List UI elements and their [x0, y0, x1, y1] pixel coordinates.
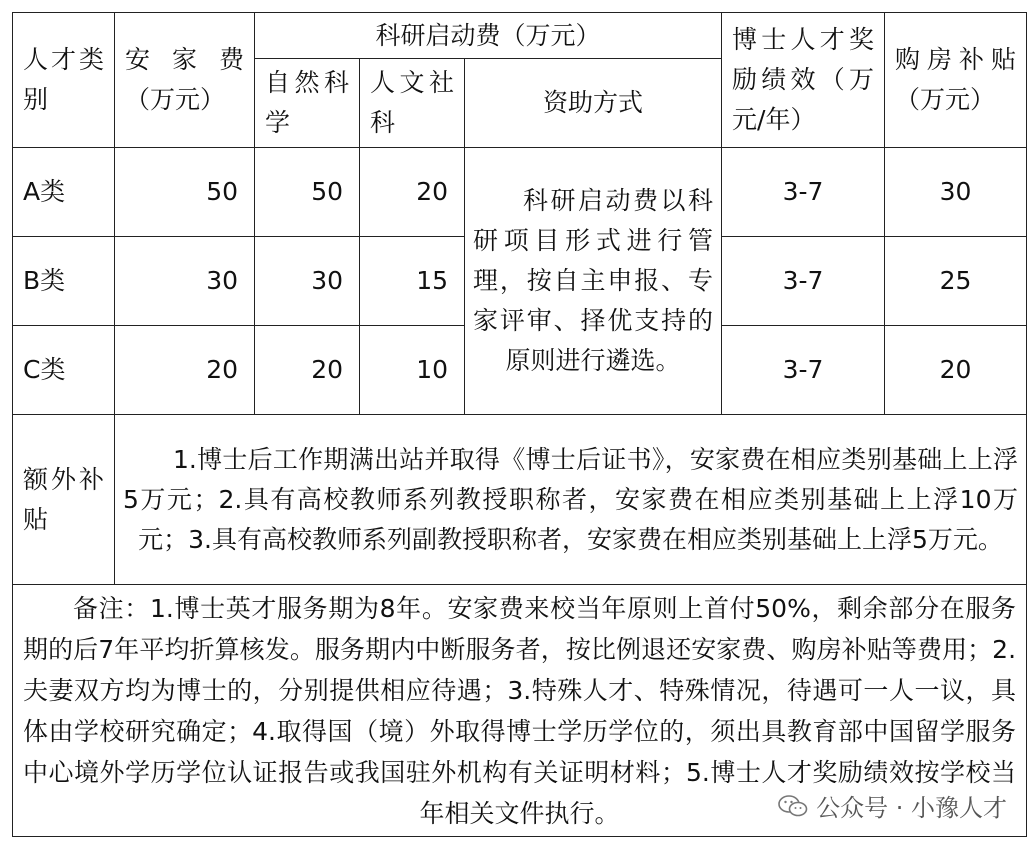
watermark: [778, 788, 1007, 823]
category-cell: A类: [13, 148, 115, 237]
header-talent-category: 人才类别: [13, 13, 115, 148]
extra-subsidy-label: 额外补贴: [13, 415, 115, 585]
extra-subsidy-row: [13, 415, 1027, 585]
phd-award-cell: 3-7: [722, 237, 885, 326]
watermark-text: 公众号 · 小豫人才: [816, 794, 1007, 822]
natural-science-cell: 20: [255, 326, 360, 415]
category-cell: B类: [13, 237, 115, 326]
header-natural-science: 自然科学: [255, 59, 360, 148]
phd-award-cell: 3-7: [722, 326, 885, 415]
talent-benefits-table: [12, 12, 1027, 837]
natural-science-cell: 30: [255, 237, 360, 326]
header-research-fee: 科研启动费（万元）: [255, 13, 722, 59]
header-housing-subsidy: 购房补贴（万元）: [885, 13, 1027, 148]
table-row: [13, 148, 1027, 237]
wechat-icon: [778, 795, 808, 817]
category-cell: C类: [13, 326, 115, 415]
humanities-cell: 10: [360, 326, 465, 415]
phd-award-cell: 3-7: [722, 148, 885, 237]
header-humanities: 人文社科: [360, 59, 465, 148]
header-funding-method: 资助方式: [465, 59, 722, 148]
settle-fee-cell: 50: [115, 148, 255, 237]
natural-science-cell: 50: [255, 148, 360, 237]
housing-subsidy-cell: 20: [885, 326, 1027, 415]
settle-fee-cell: 30: [115, 237, 255, 326]
humanities-cell: 15: [360, 237, 465, 326]
header-settle-fee: 安家费（万元）: [115, 13, 255, 148]
extra-subsidy-text: 1.博士后工作期满出站并取得《博士后证书》，安家费在相应类别基础上上浮5万元；2.具有高校教师系列教授职称者，安家费在相应类别基础上上浮10万元；3.具有高校教师系列副教授职称者，安家费在相应类别基础上上浮5万元。: [115, 415, 1027, 585]
note-text: 备注：1.博士英才服务期为8年。安家费来校当年原则上首付50%，剩余部分在服务期的后7年平均折算核发。服务期内中断服务者，按比例退还安家费、购房补贴等费用；2.夫妻双方均为博士的，分别提供相应待遇；3.特殊人才、特殊情况，待遇可一人一议，具体由学校研究确定；4.取得国（境）外取得博士学历学位的，须出具教育部中国留学服务中心境外学历学位认证报告或我国驻外机构有关证明材料；5.博士人才奖励绩效按学校当年相关文件执行。: [13, 585, 1027, 837]
header-phd-award: 博士人才奖励绩效（万元/年）: [722, 13, 885, 148]
housing-subsidy-cell: 25: [885, 237, 1027, 326]
housing-subsidy-cell: 30: [885, 148, 1027, 237]
funding-method-text: 科研启动费以科研项目形式进行管理，按自主申报、专家评审、择优支持的原则进行遴选。: [465, 148, 722, 415]
settle-fee-cell: 20: [115, 326, 255, 415]
humanities-cell: 20: [360, 148, 465, 237]
